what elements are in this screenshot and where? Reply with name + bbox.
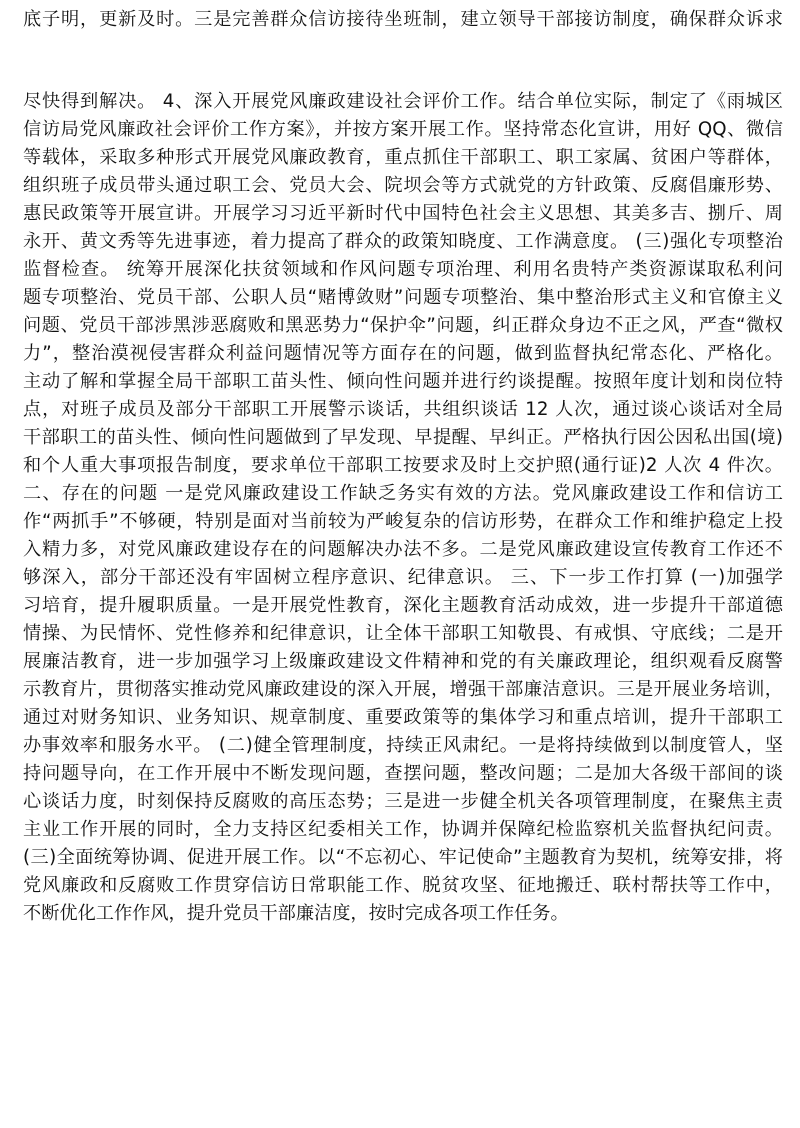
text-line: 监督检查。 统筹开展深化扶贫领域和作风问题专项治理、利用名贵特产类资源谋取私利问 <box>23 259 783 280</box>
text-line: 情操、为民情怀、党性修养和纪律意识，让全体干部职工知敬畏、有戒惧、守底线；二是开 <box>23 623 783 644</box>
text-line: 组织班子成员带头通过职工会、党员大会、院坝会等方式就党的方针政策、反腐倡廉形势、 <box>23 175 783 196</box>
text-line: 力”，整治漠视侵害群众利益问题情况等方面存在的问题，做到监督执纪常态化、严格化。 <box>23 343 783 364</box>
text-line: (三)全面统筹协调、促进开展工作。以“不忘初心、牢记使命”主题教育为契机，统筹安排，将 <box>23 847 783 868</box>
text-line: 展廉洁教育，进一步加强学习上级廉政建设文件精神和党的有关廉政理论，组织观看反腐警 <box>23 651 783 672</box>
text-line: 示教育片，贯彻落实推动党风廉政建设的深入开展，增强干部廉洁意识。三是开展业务培训， <box>23 679 783 700</box>
text-line: 惠民政策等开展宣讲。开展学习习近平新时代中国特色社会主义思想、其美多吉、捌斤、周 <box>23 203 783 224</box>
text-line: 主业工作开展的同时，全力支持区纪委相关工作，协调并保障纪检监察机关监督执纪问责。 <box>23 819 783 840</box>
text-line: 作“两抓手”不够硬，特别是面对当前较为严峻复杂的信访形势，在群众工作和维护稳定上投 <box>23 511 783 532</box>
text-line: 二、存在的问题 一是党风廉政建设工作缺乏务实有效的方法。党风廉政建设工作和信访工 <box>23 483 783 504</box>
text-line: 永开、黄文秀等先进事迹，着力提高了群众的政策知晓度、工作满意度。 (三)强化专项整治 <box>23 231 783 252</box>
text-line: 等载体，采取多种形式开展党风廉政教育，重点抓住干部职工、职工家属、贫困户等群体， <box>23 147 783 168</box>
text-line: 尽快得到解决。 4、深入开展党风廉政建设社会评价工作。结合单位实际，制定了《雨城区 <box>23 91 783 112</box>
text-line: 办事效率和服务水平。 (二)健全管理制度，持续正风肃纪。一是将持续做到以制度管人，坚 <box>23 735 783 756</box>
text-line: 心谈话力度，时刻保持反腐败的高压态势；三是进一步健全机关各项管理制度，在聚焦主责 <box>23 791 783 812</box>
text-line: 持问题导向，在工作开展中不断发现问题，查摆问题，整改问题；二是加大各级干部间的谈 <box>23 763 783 784</box>
text-line: 问题、党员干部涉黑涉恶腐败和黑恶势力“保护伞”问题，纠正群众身边不正之风，严查“微权 <box>23 315 783 336</box>
text-line: 题专项整治、党员干部、公职人员“赌博敛财”问题专项整治、集中整治形式主义和官僚主义 <box>23 287 783 308</box>
text-line: 通过对财务知识、业务知识、规章制度、重要政策等的集体学习和重点培训，提升干部职工 <box>23 707 783 728</box>
text-line: 入精力多，对党风廉政建设存在的问题解决办法不多。二是党风廉政建设宣传教育工作还不 <box>23 539 783 560</box>
text-line: 底子明，更新及时。三是完善群众信访接待坐班制，建立领导干部接访制度，确保群众诉求 <box>23 9 783 30</box>
text-line-last: 不断优化工作作风，提升党员干部廉洁度，按时完成各项工作任务。 <box>23 903 569 924</box>
text-line: 干部职工的苗头性、倾向性问题做到了早发现、早提醒、早纠正。严格执行因公因私出国(境) <box>23 427 783 448</box>
text-line: 和个人重大事项报告制度，要求单位干部职工按要求及时上交护照(通行证)2 人次 4 件次。 <box>23 455 783 476</box>
text-line: 信访局党风廉政社会评价工作方案》，并按方案开展工作。坚持常态化宣讲，用好 QQ、微信 <box>23 119 783 140</box>
text-line: 点，对班子成员及部分干部职工开展警示谈话，共组织谈话 12 人次，通过谈心谈话对全局 <box>23 399 783 420</box>
text-line: 党风廉政和反腐败工作贯穿信访日常职能工作、脱贫攻坚、征地搬迁、联村帮扶等工作中， <box>23 875 783 896</box>
text-line: 够深入，部分干部还没有牢固树立程序意识、纪律意识。 三、下一步工作打算 (一)加强学 <box>23 567 783 588</box>
text-line: 习培育，提升履职质量。一是开展党性教育，深化主题教育活动成效，进一步提升干部道德 <box>23 595 783 616</box>
text-line: 主动了解和掌握全局干部职工苗头性、倾向性问题并进行约谈提醒。按照年度计划和岗位特 <box>23 371 783 392</box>
